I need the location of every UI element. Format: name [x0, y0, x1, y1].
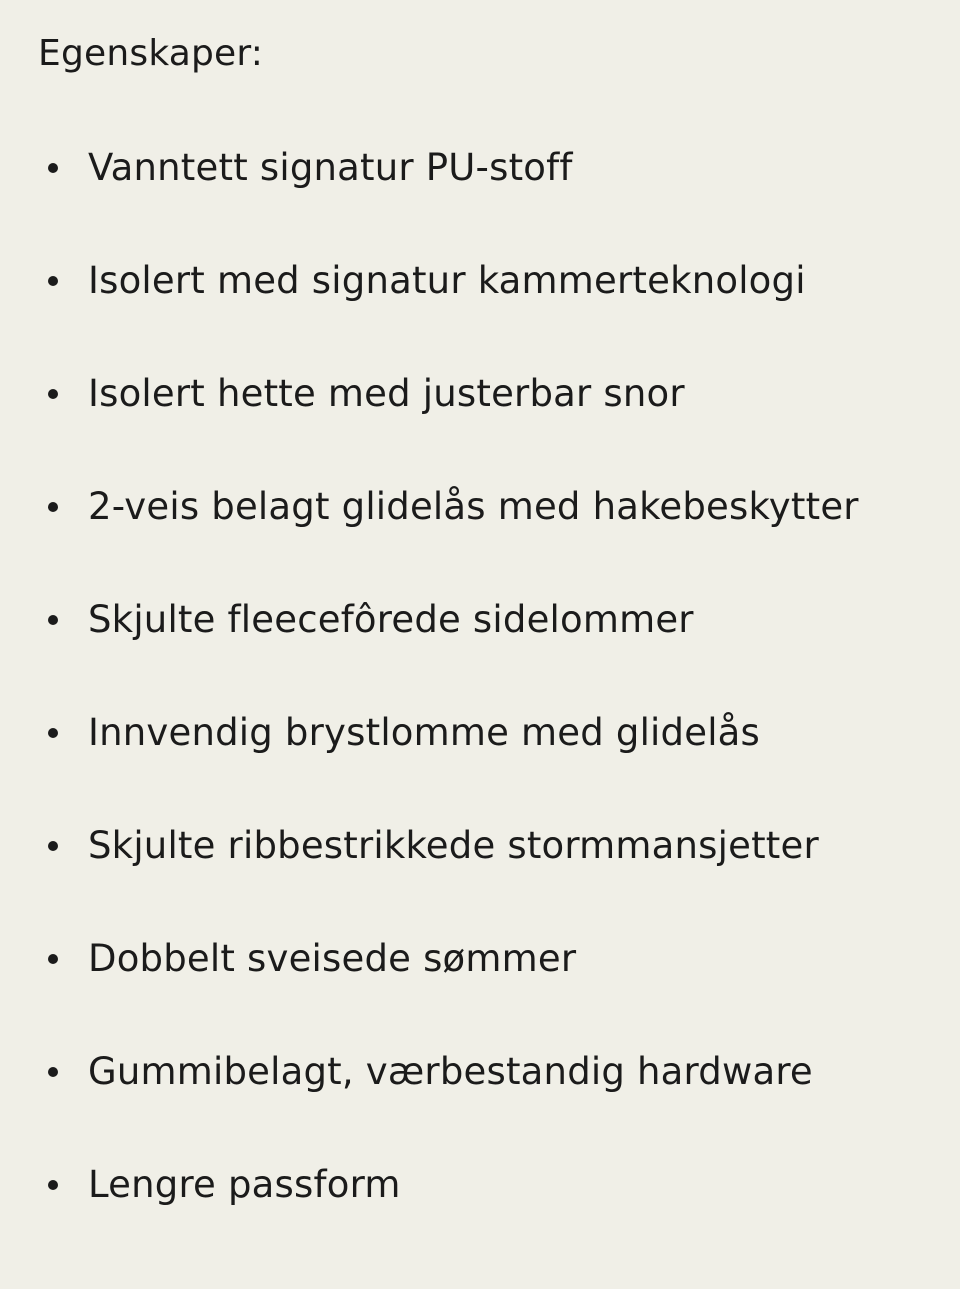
bullet-icon [48, 841, 58, 851]
list-item [0, 708, 960, 758]
list-item [0, 143, 960, 193]
list-item [0, 1160, 960, 1210]
bullet-icon [48, 389, 58, 399]
feature-text: Skjulte fleecefôrede sidelommer [88, 598, 694, 641]
feature-text: Dobbelt sveisede sømmer [88, 937, 577, 980]
bullet-icon [48, 1067, 58, 1077]
feature-text: Skjulte ribbestrikkede stormmansjetter [88, 824, 819, 867]
list-item [0, 256, 960, 306]
feature-text: Innvendig brystlomme med glidelås [88, 711, 761, 754]
list-item [0, 1047, 960, 1097]
list-item [0, 369, 960, 419]
bullet-icon [48, 1180, 58, 1190]
features-heading: Egenskaper: [38, 33, 264, 74]
feature-text: 2-veis belagt glidelås med hakebeskytter [88, 485, 859, 528]
bullet-icon [48, 615, 58, 625]
bullet-icon [48, 954, 58, 964]
bullet-icon [48, 163, 58, 173]
feature-text: Vanntett signatur PU-stoff [88, 146, 573, 189]
bullet-icon [48, 502, 58, 512]
list-item [0, 934, 960, 984]
feature-text: Isolert med signatur kammerteknologi [88, 259, 806, 302]
feature-text: Isolert hette med justerbar snor [88, 372, 685, 415]
list-item [0, 821, 960, 871]
bullet-icon [48, 276, 58, 286]
bullet-icon [48, 728, 58, 738]
feature-text: Gummibelagt, værbestandig hardware [88, 1050, 813, 1093]
feature-text: Lengre passform [88, 1163, 401, 1206]
list-item [0, 482, 960, 532]
list-item [0, 595, 960, 645]
